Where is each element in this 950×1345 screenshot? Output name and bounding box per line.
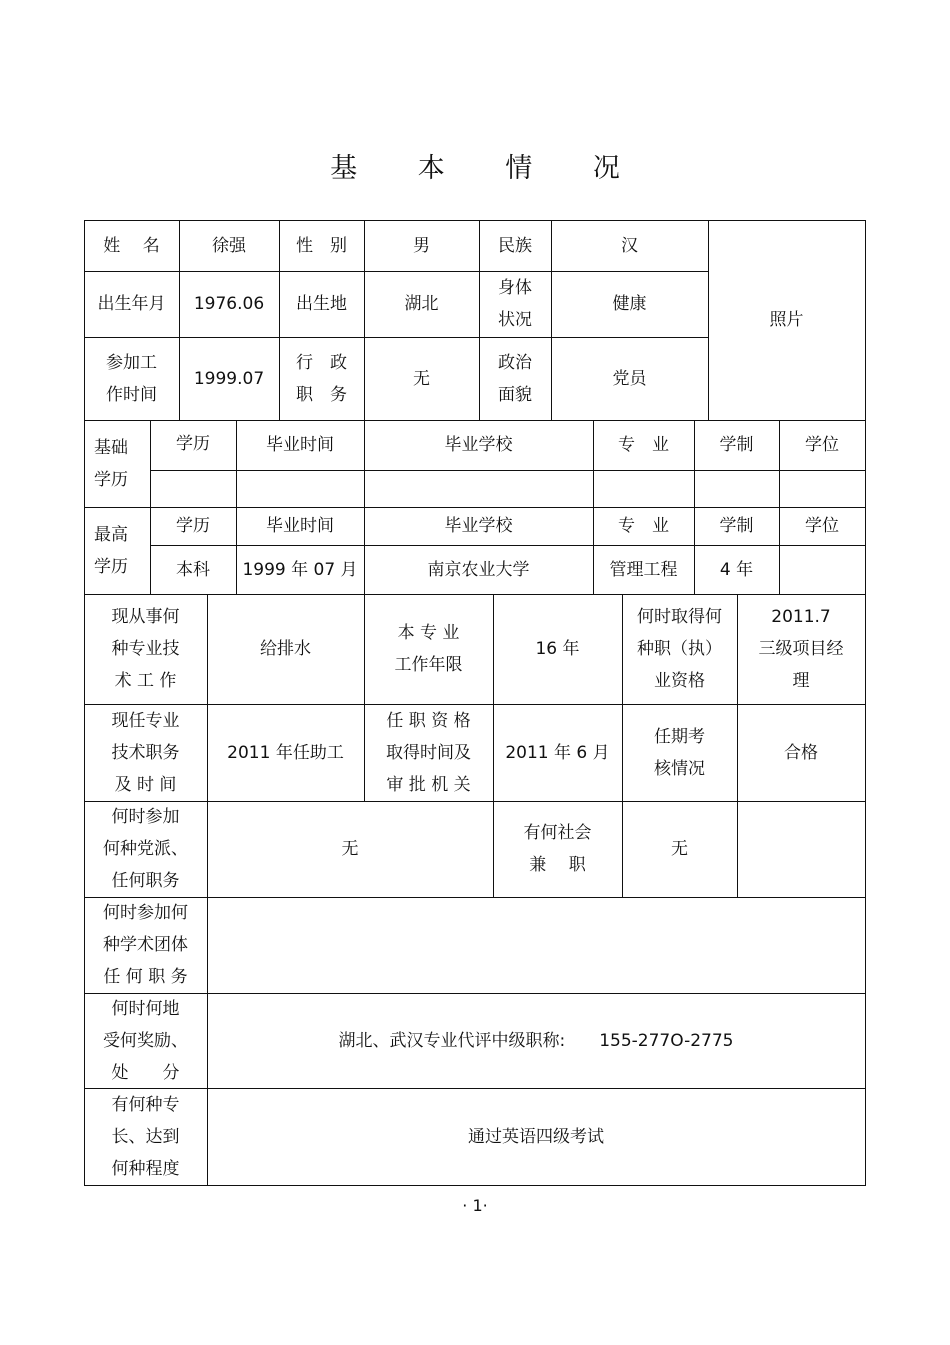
social-post-label: 有何社会 兼 职 [523, 823, 592, 875]
ethnicity-label: 民族 [498, 235, 532, 256]
basic-edu-header: 毕业学校 [444, 435, 513, 455]
qualification-label: 何时取得何 种职（执） 业资格 [637, 607, 722, 691]
gender-label: 性 别 [296, 235, 347, 256]
qual-time-value: 2011 年 6 月 [505, 742, 610, 763]
basic-edu-header: 专 业 [618, 435, 669, 455]
party-value: 无 [341, 839, 359, 859]
birth-label: 出生年月 [97, 294, 166, 314]
basic-edu-value [236, 470, 364, 507]
highest-edu-header: 学制 [719, 516, 754, 536]
awards-label: 何时何地 受何奖励、 处 分 [103, 998, 188, 1083]
work-years-label: 本 专 业 工作年限 [394, 623, 463, 675]
party-label: 何时参加 何种党派、 任何职务 [103, 807, 188, 891]
assessment-value: 合格 [784, 742, 818, 763]
highest-edu-value [779, 545, 865, 594]
work-start-label: 参加工 作时间 [106, 352, 157, 405]
basic-edu-value [694, 470, 779, 507]
highest-edu-value: 4 年 [719, 559, 754, 580]
name-value: 徐强 [212, 235, 246, 256]
highest-edu-value: 1999 年 07 月 [242, 559, 358, 580]
gender-value: 男 [413, 235, 430, 256]
academic-value [207, 897, 865, 993]
skills-value: 通过英语四级考试 [468, 1126, 604, 1147]
photo-placeholder: 照片 [769, 310, 804, 330]
highest-edu-header: 毕业学校 [444, 516, 513, 536]
work-start-value: 1999.07 [193, 368, 265, 389]
birth-value: 1976.06 [193, 294, 265, 314]
birthplace-value: 湖北 [404, 294, 439, 314]
basic-edu-value [364, 470, 593, 507]
current-work-value: 给排水 [260, 639, 311, 659]
admin-post-label: 行 政 职 务 [296, 352, 347, 405]
political-label: 政治 面貌 [498, 352, 532, 405]
academic-label: 何时参加何 种学术团体 任 何 职 务 [103, 903, 188, 987]
basic-edu-header: 学历 [176, 434, 210, 454]
highest-edu-value: 南京农业大学 [427, 559, 530, 580]
qualification-value: 2011.7 三级项目经 理 [758, 607, 844, 691]
highest-edu-value: 本科 [176, 559, 210, 580]
highest-edu-label: 最高 学历 [94, 524, 128, 577]
health-label: 身体 状况 [498, 278, 532, 330]
admin-post-value: 无 [413, 368, 430, 389]
political-value: 党员 [612, 368, 647, 389]
awards-value: 湖北、武汉专业代评中级职称: 155-277O-2775 [338, 1030, 734, 1051]
health-value: 健康 [612, 294, 647, 314]
highest-edu-header: 专 业 [618, 516, 669, 536]
highest-edu-header: 学位 [805, 516, 839, 536]
assessment-label: 任期考 核情况 [654, 726, 705, 779]
social-post-value: 无 [671, 839, 688, 859]
skills-label: 有何种专 长、达到 何种程度 [111, 1094, 180, 1179]
basic-edu-value [593, 470, 694, 507]
ethnicity-value: 汉 [621, 235, 638, 256]
basic-edu-header: 学位 [805, 435, 839, 455]
current-title-label: 现任专业 技术职务 及 时 间 [111, 710, 180, 795]
qual-time-label: 任 职 资 格 取得时间及 审 批 机 关 [386, 710, 471, 795]
birthplace-label: 出生地 [296, 294, 347, 314]
basic-edu-header: 学制 [719, 435, 754, 455]
basic-edu-value [779, 470, 865, 507]
highest-edu-header: 毕业时间 [266, 516, 334, 536]
page-number: · 1· [462, 1196, 488, 1215]
name-label: 姓 名 [103, 235, 160, 256]
basic-edu-label: 基础 学历 [94, 437, 128, 490]
page-title: 基 本 情 况 [330, 153, 646, 184]
work-years-value: 16 年 [535, 639, 580, 659]
highest-edu-header: 学历 [176, 516, 210, 536]
highest-edu-value: 管理工程 [609, 559, 678, 580]
current-work-label: 现从事何 种专业技 术 工 作 [111, 607, 180, 691]
basic-edu-header: 毕业时间 [266, 435, 334, 455]
current-title-value: 2011 年任助工 [227, 742, 344, 763]
basic-edu-value [150, 470, 236, 507]
